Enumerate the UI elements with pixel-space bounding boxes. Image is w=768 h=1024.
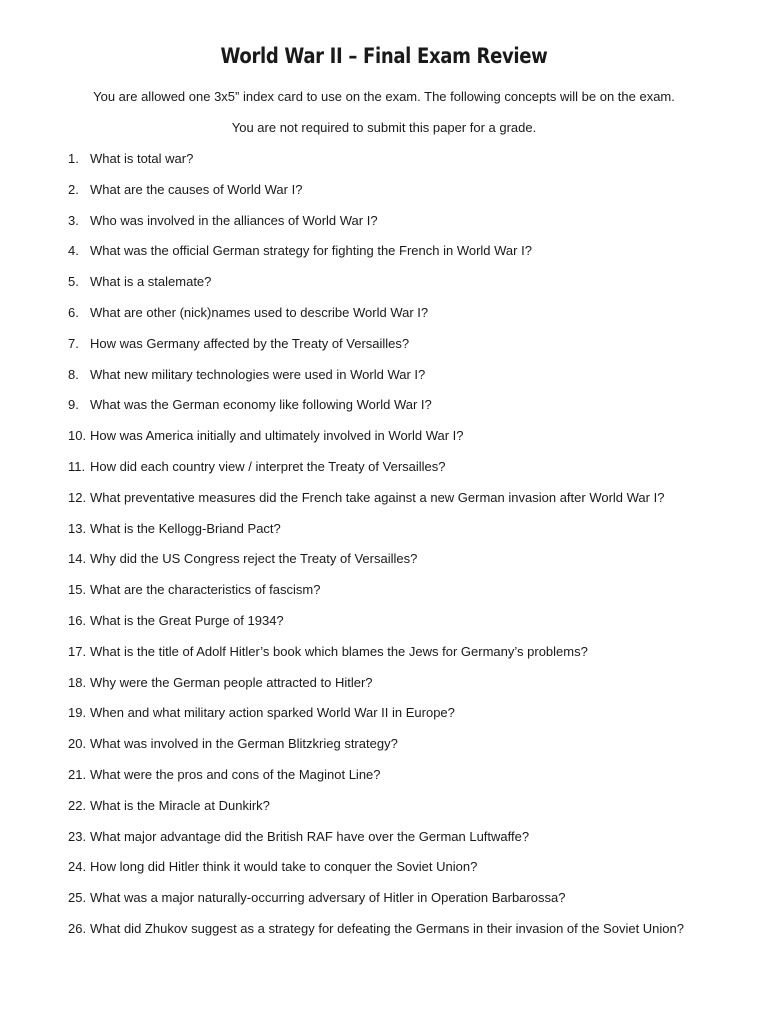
question-item bbox=[68, 889, 684, 920]
question-text: What is the Kellogg-Briand Pact? bbox=[90, 520, 281, 536]
question-item bbox=[68, 489, 684, 520]
question-text: What major advantage did the British RAF have over the German Luftwaffe? bbox=[90, 828, 530, 844]
question-number: 6. bbox=[68, 304, 79, 320]
question-text: Who was involved in the alliances of World War I? bbox=[90, 212, 378, 228]
question-item bbox=[68, 335, 684, 366]
question-text: How was America initially and ultimately involved in World War I? bbox=[90, 428, 464, 444]
question-item bbox=[68, 581, 684, 612]
question-text: How long did Hitler think it would take to conquer the Soviet Union? bbox=[90, 859, 478, 875]
question-item bbox=[68, 612, 684, 643]
question-text: What is the Miracle at Dunkirk? bbox=[90, 797, 270, 813]
question-text: What was the official German strategy for fighting the French in World War I? bbox=[90, 243, 532, 259]
question-text: What are other (nick)names used to describe World War I? bbox=[90, 304, 429, 320]
question-number: 19. bbox=[68, 705, 87, 721]
question-text: When and what military action sparked World War II in Europe? bbox=[90, 705, 455, 721]
question-item bbox=[68, 674, 684, 705]
question-item bbox=[68, 643, 684, 674]
question-text: Why did the US Congress reject the Treaty of Versailles? bbox=[90, 551, 418, 567]
question-number: 4. bbox=[68, 243, 79, 259]
question-item bbox=[68, 520, 684, 551]
question-number: 26. bbox=[68, 920, 87, 936]
question-number: 8. bbox=[68, 366, 79, 382]
question-number: 2. bbox=[68, 181, 79, 197]
question-number: 5. bbox=[68, 274, 79, 290]
question-item bbox=[68, 366, 684, 397]
question-number: 7. bbox=[68, 335, 79, 351]
question-number: 18. bbox=[68, 674, 87, 690]
question-number: 10. bbox=[68, 428, 87, 444]
question-text: What is the title of Adolf Hitler’s book which blames the Jews for Germany’s problems? bbox=[90, 643, 588, 659]
question-text: What preventative measures did the French take against a new German invasion after World War I? bbox=[90, 489, 665, 505]
question-item bbox=[68, 242, 684, 273]
question-item bbox=[68, 150, 684, 181]
question-number: 17. bbox=[68, 643, 87, 659]
question-number: 22. bbox=[68, 797, 87, 813]
question-text: Why were the German people attracted to Hitler? bbox=[90, 674, 373, 690]
question-number: 25. bbox=[68, 890, 87, 906]
question-number: 11. bbox=[68, 458, 86, 474]
question-text: What was involved in the German Blitzkrieg strategy? bbox=[90, 736, 398, 752]
question-item bbox=[68, 273, 684, 304]
question-text: How was Germany affected by the Treaty of Versailles? bbox=[90, 335, 410, 351]
question-number: 21. bbox=[68, 766, 87, 782]
question-number: 23. bbox=[68, 828, 87, 844]
question-item bbox=[68, 550, 684, 581]
question-number: 1. bbox=[68, 151, 79, 166]
page-title: World War II – Final Exam Review bbox=[220, 44, 548, 68]
question-item bbox=[68, 458, 684, 489]
question-item bbox=[68, 212, 684, 243]
question-number: 24. bbox=[68, 859, 87, 875]
question-text: What are the causes of World War I? bbox=[90, 181, 303, 197]
question-number: 14. bbox=[68, 551, 87, 567]
question-text: What new military technologies were used in World War I? bbox=[90, 366, 426, 382]
question-item bbox=[68, 920, 684, 951]
question-text: What are the characteristics of fascism? bbox=[90, 582, 321, 598]
question-text: What did Zhukov suggest as a strategy for defeating the Germans in their invasion of the Soviet Union? bbox=[90, 920, 684, 936]
question-number: 15. bbox=[68, 582, 87, 598]
question-text: What is the Great Purge of 1934? bbox=[90, 612, 284, 628]
question-number: 16. bbox=[68, 612, 87, 628]
question-item bbox=[68, 766, 684, 797]
question-text: What is total war? bbox=[90, 151, 194, 166]
question-item bbox=[68, 735, 684, 766]
question-text: What is a stalemate? bbox=[90, 274, 212, 290]
question-item bbox=[68, 427, 684, 458]
question-item bbox=[68, 858, 684, 889]
question-number: 13. bbox=[68, 520, 87, 536]
question-number: 9. bbox=[68, 397, 79, 413]
question-item bbox=[68, 181, 684, 212]
question-text: What was the German economy like following World War I? bbox=[90, 397, 432, 413]
question-item bbox=[68, 396, 684, 427]
question-text: What were the pros and cons of the Maginot Line? bbox=[90, 766, 381, 782]
question-text: What was a major naturally-occurring adversary of Hitler in Operation Barbarossa? bbox=[90, 890, 566, 906]
intro-grading-note: You are not required to submit this paper for a grade. bbox=[231, 120, 537, 135]
question-item bbox=[68, 304, 684, 335]
question-number: 3. bbox=[68, 212, 79, 228]
intro-instructions: You are allowed one 3x5” index card to use on the exam. The following concepts will be on the exam. bbox=[93, 89, 675, 104]
question-number: 20. bbox=[68, 736, 87, 752]
question-list bbox=[68, 150, 684, 951]
question-item bbox=[68, 704, 684, 735]
question-item bbox=[68, 797, 684, 828]
question-item bbox=[68, 828, 684, 859]
question-text: How did each country view / interpret the Treaty of Versailles? bbox=[90, 458, 446, 474]
question-number: 12. bbox=[68, 489, 87, 505]
